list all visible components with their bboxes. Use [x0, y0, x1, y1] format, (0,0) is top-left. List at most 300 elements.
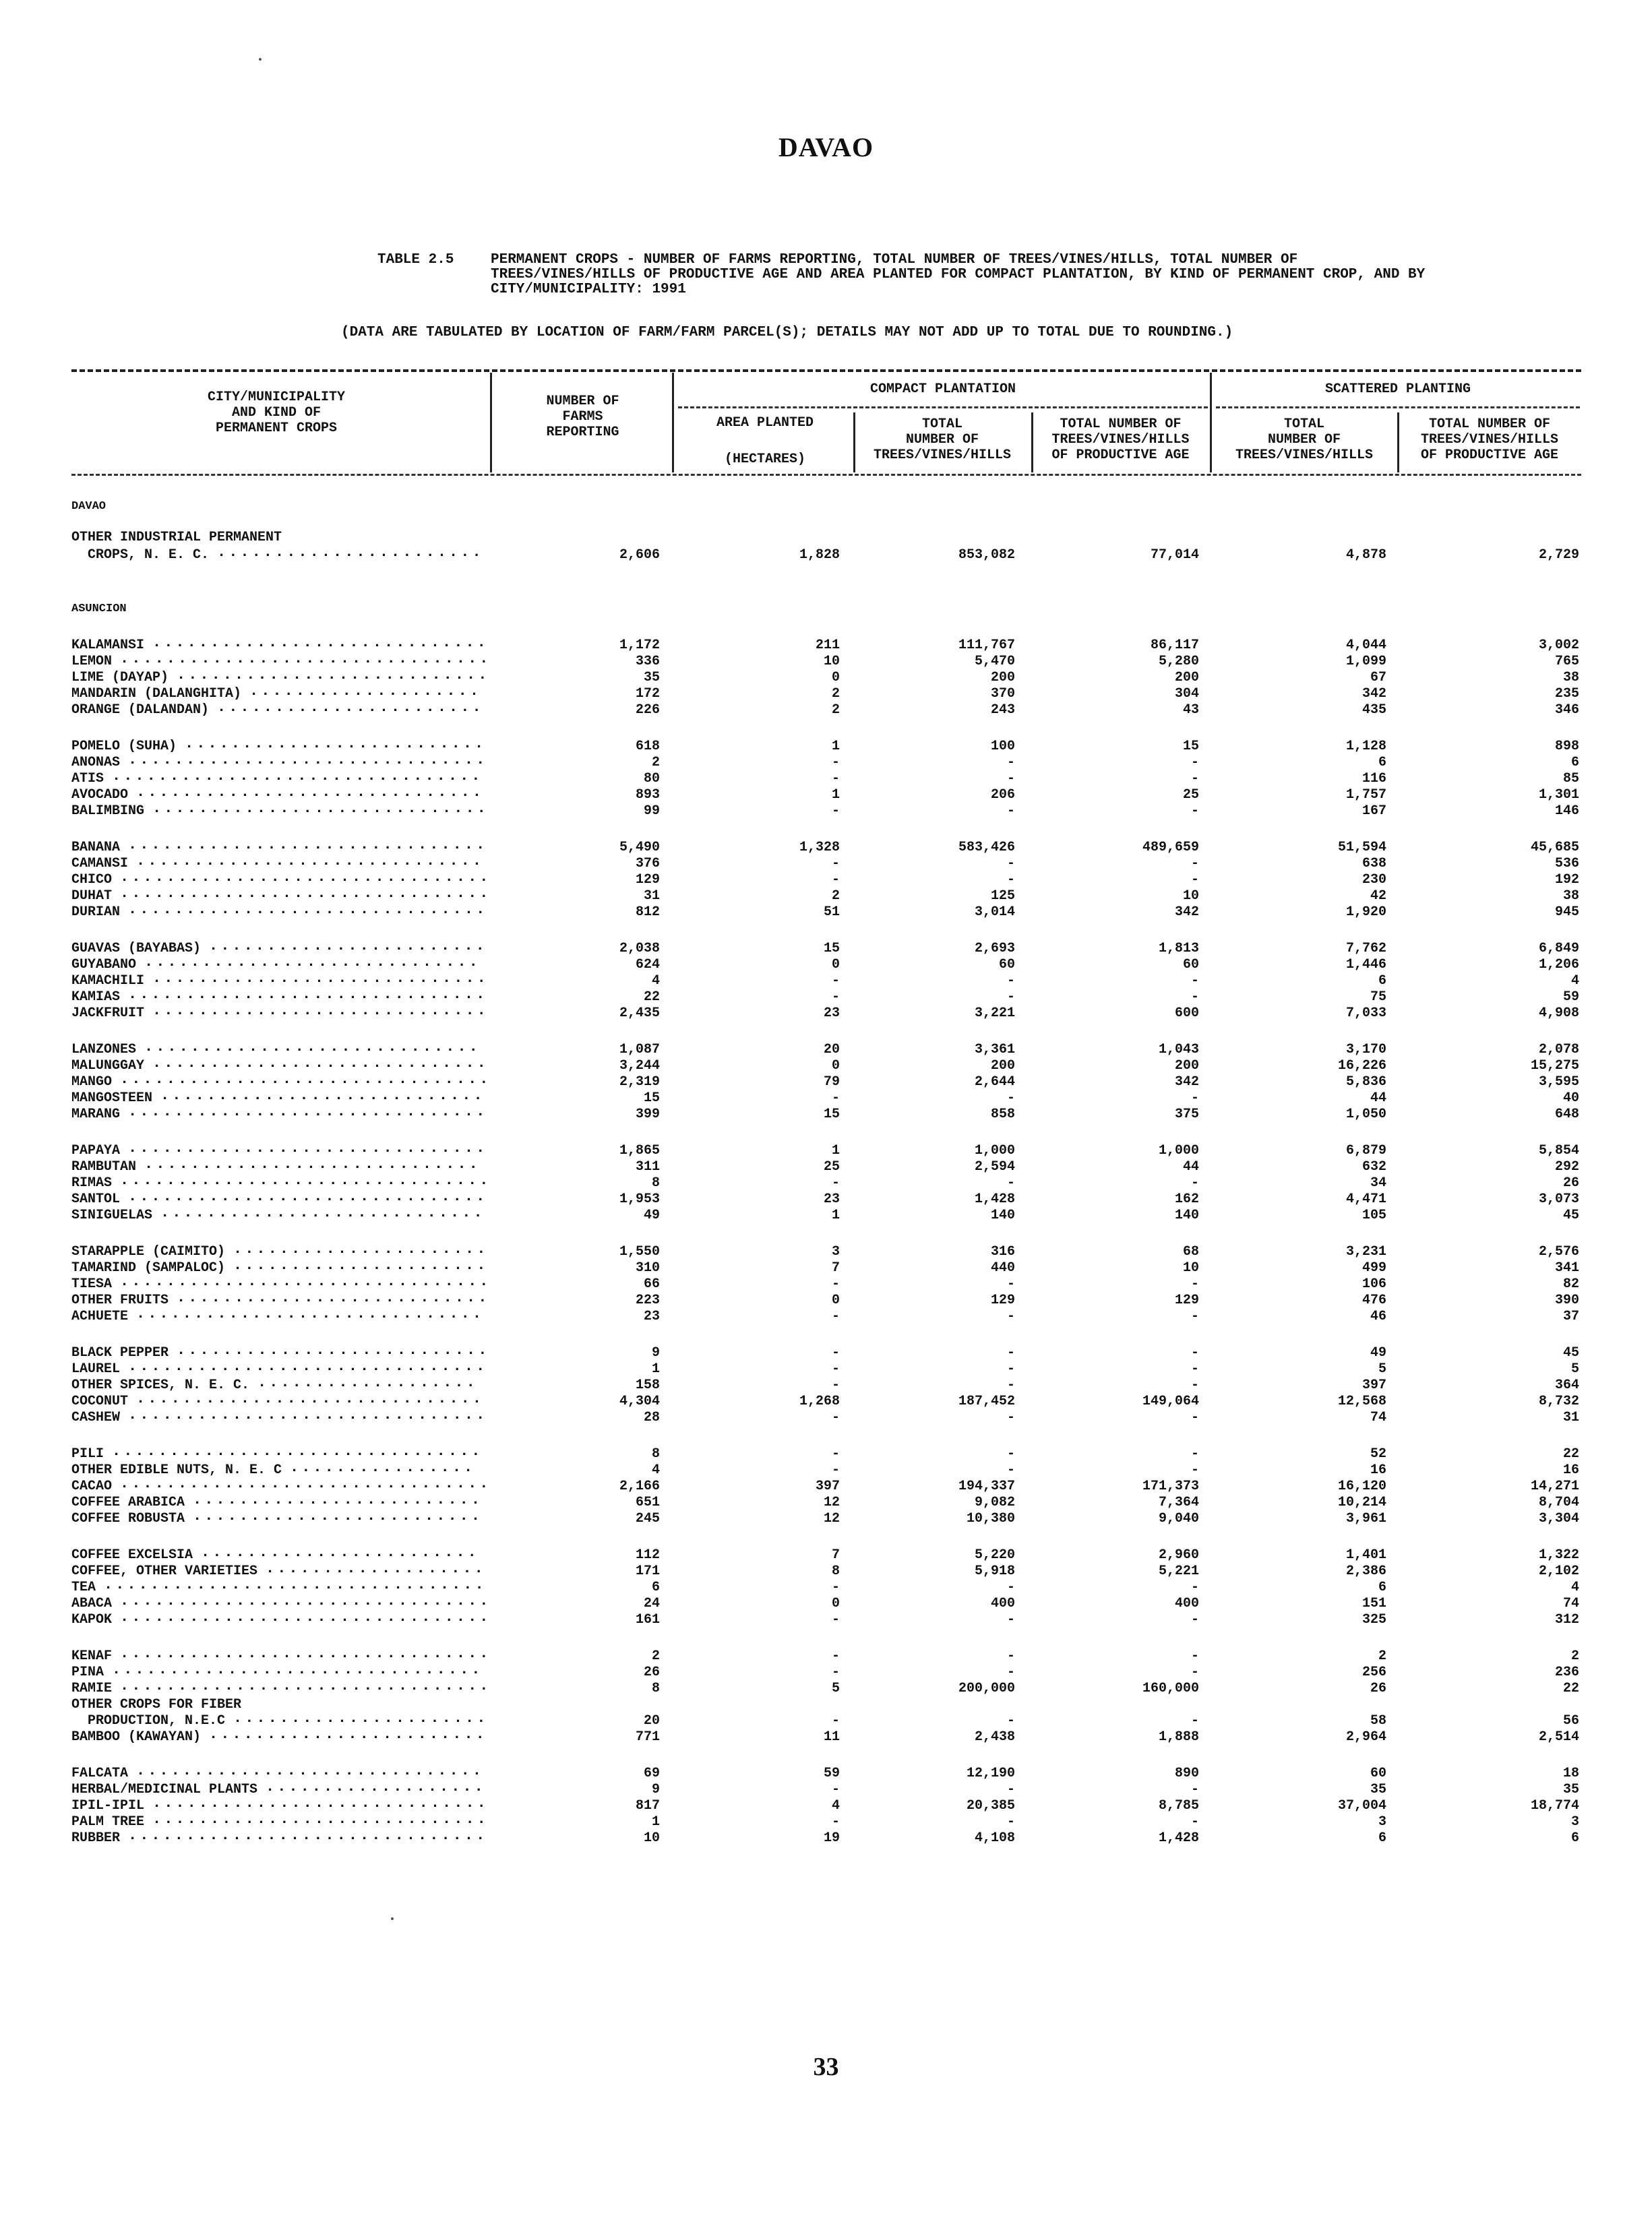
crop-label: KAMIAS [71, 989, 121, 1005]
dot-leader: ................................ [120, 1475, 491, 1492]
crop-label: KALAMANSI [71, 638, 145, 653]
cell-value: 77,014 [1150, 547, 1199, 563]
cell-value: 1,401 [1345, 1547, 1386, 1563]
cell-value: 3,014 [974, 904, 1015, 920]
cell-value: 945 [1554, 904, 1579, 920]
dot-leader: ................................ [112, 1661, 483, 1678]
cell-value: 172 [635, 686, 660, 702]
dot-leader: ............................ [160, 1087, 485, 1104]
cell-value: 10 [1182, 888, 1199, 904]
cell-value: 31 [1562, 1410, 1579, 1425]
cell-value: 5 [1570, 1361, 1579, 1377]
cell-value: 618 [635, 739, 660, 754]
cell-value: 12 [823, 1495, 840, 1510]
cell-value: 235 [1554, 686, 1579, 702]
cell-value: 858 [990, 1107, 1015, 1122]
cell-value: 376 [635, 856, 660, 871]
dot-leader: ................... [257, 1374, 478, 1391]
crop-label: LAUREL [71, 1361, 121, 1377]
cell-value: - [1006, 1309, 1015, 1324]
crop-label: OTHER SPICES, N. E. C. [71, 1378, 250, 1393]
dot-leader: ............................ [160, 1204, 485, 1221]
cell-value: - [1006, 1782, 1015, 1797]
cell-value: 24 [643, 1596, 660, 1611]
cell-value: 42 [1370, 888, 1386, 904]
crop-label: COCONUT [71, 1394, 129, 1409]
cell-value: 1,550 [619, 1244, 660, 1260]
cell-value: - [1190, 755, 1199, 770]
cell-value: 171,373 [1142, 1479, 1199, 1494]
crop-label: AVOCADO [71, 787, 129, 803]
cell-value: 226 [635, 702, 660, 718]
table-row [0, 667, 1652, 685]
cell-value: 28 [643, 1410, 660, 1425]
dot-leader: ......................... [193, 1508, 483, 1524]
cell-value: 15 [1182, 739, 1199, 754]
cell-value: 59 [823, 1766, 840, 1781]
cell-value: 111,767 [958, 638, 1015, 653]
dot-leader: .............................. [136, 784, 485, 801]
cell-value: 0 [831, 670, 840, 685]
cell-value: 499 [1362, 1260, 1386, 1276]
cell-value: 35 [643, 670, 660, 685]
compact-productive-header: TOTAL NUMBER OF TREES/VINES/HILLS OF PRODUCTIVE AGE [1051, 416, 1190, 463]
cell-value: - [1190, 1665, 1199, 1680]
cell-value: 11 [823, 1729, 840, 1745]
cell-value: - [831, 1410, 840, 1425]
cell-value: 2 [831, 888, 840, 904]
cell-value: 245 [635, 1511, 660, 1526]
cell-value: 1,757 [1345, 787, 1386, 803]
cell-value: 346 [1554, 702, 1579, 718]
cell-value: 12 [823, 1511, 840, 1526]
cell-value: 5,220 [974, 1547, 1015, 1563]
cell-value: - [831, 1378, 840, 1393]
cell-value: - [1190, 1446, 1199, 1462]
cell-value: - [831, 1713, 840, 1729]
dot-leader: ...................... [233, 1257, 489, 1274]
crop-label: MANGO [71, 1074, 113, 1090]
cell-value: 12,568 [1337, 1394, 1386, 1409]
cell-value: 200,000 [958, 1681, 1015, 1696]
cell-value: 6 [1378, 1580, 1386, 1595]
cell-value: 25 [1182, 787, 1199, 803]
cell-value: 8,785 [1158, 1798, 1199, 1814]
cell-value: 0 [831, 1058, 840, 1074]
cell-value: 2,438 [974, 1729, 1015, 1745]
cell-value: 15 [823, 1107, 840, 1122]
crop-label: PILI [71, 1446, 104, 1462]
data-note: (DATA ARE TABULATED BY LOCATION OF FARM/FARM PARCEL(S); DETAILS MAY NOT ADD UP TO TOTAL DUE TO ROUNDING.) [341, 325, 1233, 340]
cell-value: - [1190, 856, 1199, 871]
table-row [0, 1103, 1652, 1122]
cell-value: 86,117 [1150, 638, 1199, 653]
cell-value: 34 [1370, 1175, 1386, 1191]
crop-label: PAPAYA [71, 1143, 121, 1159]
cell-value: - [831, 1361, 840, 1377]
crop-label: PRODUCTION, N.E.C [71, 1713, 226, 1729]
dot-leader: ............................. [152, 970, 489, 987]
cell-value: 1 [831, 1143, 840, 1159]
cell-value: 74 [1562, 1596, 1579, 1611]
cell-value: - [831, 803, 840, 819]
cell-value: 60 [1370, 1766, 1386, 1781]
cell-value: 23 [643, 1309, 660, 1324]
section-header-row [0, 500, 1652, 516]
crop-label: KAPOK [71, 1612, 113, 1628]
dot-leader: ............................... [128, 1827, 488, 1844]
table-row [0, 1204, 1652, 1223]
dot-leader: ................................ [120, 1609, 491, 1626]
cell-value: 129 [990, 1293, 1015, 1308]
dot-leader: ........................... [177, 1289, 490, 1306]
cell-value: 3,073 [1538, 1192, 1579, 1207]
cell-value: - [1006, 1361, 1015, 1377]
compact-plantation-header: COMPACT PLANTATION [869, 381, 1016, 397]
cell-value: 1 [831, 1208, 840, 1223]
crop-label: GUYABANO [71, 957, 137, 972]
cell-value: 7,364 [1158, 1495, 1199, 1510]
dot-leader: ............................. [152, 1795, 489, 1812]
cell-value: - [831, 771, 840, 786]
dot-leader: ............................. [144, 954, 481, 970]
cell-value: - [1190, 1276, 1199, 1292]
cell-value: 75 [1370, 989, 1386, 1005]
cell-value: 1,000 [974, 1143, 1015, 1159]
cell-value: 1,000 [1158, 1143, 1199, 1159]
cell-value: 236 [1554, 1665, 1579, 1680]
cell-value: 23 [823, 1192, 840, 1207]
table-row [0, 1508, 1652, 1526]
cell-value: - [1006, 1612, 1015, 1628]
cell-value: 243 [990, 702, 1015, 718]
cell-value: 4 [831, 1798, 840, 1814]
crop-label: LIME (DAYAP) [71, 670, 169, 685]
cell-value: - [1190, 1814, 1199, 1830]
cell-value: 56 [1562, 1713, 1579, 1729]
cell-value: - [1190, 989, 1199, 1005]
cell-value: 3,244 [619, 1058, 660, 1074]
cell-value: 304 [1174, 686, 1199, 702]
cell-value: 476 [1362, 1293, 1386, 1308]
crop-label: JACKFRUIT [71, 1006, 145, 1021]
cell-value: 1,328 [799, 840, 840, 855]
scan-speck [391, 1917, 394, 1920]
cell-value: 3,595 [1538, 1074, 1579, 1090]
cell-value: 812 [635, 904, 660, 920]
dot-leader: ...................... [233, 1241, 489, 1258]
cell-value: 399 [635, 1107, 660, 1122]
cell-value: 8,704 [1538, 1495, 1579, 1510]
cell-value: - [1006, 771, 1015, 786]
crop-label: RAMBUTAN [71, 1159, 137, 1175]
cell-value: 106 [1362, 1276, 1386, 1292]
dot-leader: .............................. [136, 853, 485, 869]
cell-value: - [831, 872, 840, 888]
cell-value: 2 [1378, 1648, 1386, 1664]
cell-value: 310 [635, 1260, 660, 1276]
cell-value: 66 [643, 1276, 660, 1292]
cell-value: 440 [990, 1260, 1015, 1276]
cell-value: 3 [1378, 1814, 1386, 1830]
cell-value: 648 [1554, 1107, 1579, 1122]
cell-value: - [1190, 1462, 1199, 1478]
cell-value: 3,961 [1345, 1511, 1386, 1526]
table-row [0, 1358, 1652, 1377]
cell-value: 2,386 [1345, 1564, 1386, 1579]
cell-value: 2 [831, 702, 840, 718]
dot-leader: ................................ [112, 1443, 483, 1460]
dot-leader: ................................ [120, 1273, 491, 1290]
cell-value: 2,576 [1538, 1244, 1579, 1260]
cell-value: 2,964 [1345, 1729, 1386, 1745]
cell-value: 194,337 [958, 1479, 1015, 1494]
crop-label: TIESA [71, 1276, 113, 1292]
cell-value: - [1006, 973, 1015, 989]
cell-value: 149,064 [1142, 1394, 1199, 1409]
dot-leader: .......................... [185, 735, 487, 752]
cell-value: - [831, 1648, 840, 1664]
cell-value: 6,849 [1538, 941, 1579, 956]
cell-value: 4 [1570, 973, 1579, 989]
table-row [0, 1762, 1652, 1781]
cell-value: 10,214 [1337, 1495, 1386, 1510]
cell-value: - [831, 973, 840, 989]
cell-value: 38 [1562, 670, 1579, 685]
cell-value: 162 [1174, 1192, 1199, 1207]
cell-value: 336 [635, 654, 660, 669]
cell-value: 161 [635, 1612, 660, 1628]
cell-value: 1,099 [1345, 654, 1386, 669]
cell-value: 2,078 [1538, 1042, 1579, 1057]
cell-value: 6 [1378, 1830, 1386, 1846]
dot-leader: ................... [266, 1779, 486, 1795]
crop-label: OTHER EDIBLE NUTS, N. E. C [71, 1462, 282, 1478]
cell-value: 256 [1362, 1665, 1386, 1680]
cell-value: 342 [1174, 904, 1199, 920]
cell-value: 1,301 [1538, 787, 1579, 803]
cell-value: 3,361 [974, 1042, 1015, 1057]
cell-value: 8 [651, 1175, 660, 1191]
cell-value: 4,878 [1345, 547, 1386, 563]
dot-leader: ................................ [120, 1172, 491, 1189]
cell-value: 1,206 [1538, 957, 1579, 972]
cell-value: 79 [823, 1074, 840, 1090]
cell-value: 1,172 [619, 638, 660, 653]
cell-value: 1,865 [619, 1143, 660, 1159]
crop-label: OTHER FRUITS [71, 1293, 169, 1308]
cell-value: 3,002 [1538, 638, 1579, 653]
dot-leader: ................................ [120, 869, 491, 886]
cell-value: 397 [815, 1479, 840, 1494]
cell-value: 60 [998, 957, 1015, 972]
cell-value: 1,813 [1158, 941, 1199, 956]
cell-value: 342 [1362, 686, 1386, 702]
cell-value: 2 [651, 1648, 660, 1664]
municipality-label: ASUNCION [71, 603, 127, 615]
crop-label: ORANGE (DALANDAN) [71, 702, 210, 718]
cell-value: 82 [1562, 1276, 1579, 1292]
crop-label: LEMON [71, 654, 113, 669]
cell-value: 20 [643, 1713, 660, 1729]
crop-label: ABACA [71, 1596, 113, 1611]
cell-value: - [1190, 973, 1199, 989]
cell-value: 2,644 [974, 1074, 1015, 1090]
cell-value: 8,732 [1538, 1394, 1579, 1409]
page-number: 33 [813, 2053, 839, 2081]
table-row [0, 800, 1652, 819]
cell-value: 2,166 [619, 1479, 660, 1494]
cell-value: 5,221 [1158, 1564, 1199, 1579]
crop-label: LANZONES [71, 1042, 137, 1057]
dot-leader: ............................. [152, 800, 489, 817]
dot-leader: ............................... [128, 1103, 488, 1120]
cell-value: - [831, 1175, 840, 1191]
cell-value: - [1190, 803, 1199, 819]
cell-value: 4,108 [974, 1830, 1015, 1846]
crop-label: CASHEW [71, 1410, 121, 1425]
cell-value: - [1006, 1713, 1015, 1729]
cell-value: 624 [635, 957, 660, 972]
cell-value: - [1006, 856, 1015, 871]
cell-value: - [1190, 1410, 1199, 1425]
cell-value: 52 [1370, 1446, 1386, 1462]
cell-value: 435 [1362, 702, 1386, 718]
cell-value: 2,435 [619, 1006, 660, 1021]
crop-label: MALUNGGAY [71, 1058, 145, 1074]
scattered-total-trees-header: TOTAL NUMBER OF TREES/VINES/HILLS [1235, 416, 1374, 463]
dot-leader: ................................ [120, 1071, 491, 1088]
cell-value: - [831, 1665, 840, 1680]
cell-value: 40 [1562, 1090, 1579, 1106]
dot-leader: ................... [266, 1560, 486, 1577]
cell-value: - [831, 989, 840, 1005]
table-row [0, 901, 1652, 920]
dot-leader: ............................... [128, 1358, 488, 1375]
cell-value: 341 [1554, 1260, 1579, 1276]
cell-value: - [831, 1814, 840, 1830]
cell-value: 51 [823, 904, 840, 920]
cell-value: 5,280 [1158, 654, 1199, 669]
crop-label: POMELO (SUHA) [71, 739, 177, 754]
dot-leader: ............................. [152, 1002, 489, 1019]
cell-value: - [1006, 1345, 1015, 1361]
cell-value: - [1190, 1612, 1199, 1628]
cell-value: 1,128 [1345, 739, 1386, 754]
crop-label: COFFEE EXCELSIA [71, 1547, 193, 1563]
cell-value: 9 [651, 1345, 660, 1361]
cell-value: - [831, 1580, 840, 1595]
crop-label: TEA [71, 1580, 96, 1595]
cell-value: 1 [831, 787, 840, 803]
crop-label: COFFEE ARABICA [71, 1495, 185, 1510]
crop-label: BAMBOO (KAWAYAN) [71, 1729, 202, 1745]
crop-label: CAMANSI [71, 856, 129, 871]
cell-value: - [1190, 1175, 1199, 1191]
cell-value: 1,920 [1345, 904, 1386, 920]
cell-value: - [831, 1782, 840, 1797]
cell-value: 16,120 [1337, 1479, 1386, 1494]
cell-value: - [1006, 989, 1015, 1005]
cell-value: 58 [1370, 1713, 1386, 1729]
cell-value: 1,050 [1345, 1107, 1386, 1122]
dot-leader: ................................ [120, 1645, 491, 1662]
cell-value: 771 [635, 1729, 660, 1745]
cell-value: 2,102 [1538, 1564, 1579, 1579]
cell-value: 10 [643, 1830, 660, 1846]
cell-value: 80 [643, 771, 660, 786]
dot-leader: ....................... [217, 544, 484, 561]
dot-leader: ................ [290, 1459, 476, 1476]
cell-value: 4,908 [1538, 1006, 1579, 1021]
crop-label: SINIGUELAS [71, 1208, 153, 1223]
dot-leader: ............................... [128, 986, 488, 1003]
crop-label: SANTOL [71, 1192, 121, 1207]
cell-value: 2,038 [619, 941, 660, 956]
dot-leader: ................................ [120, 885, 491, 902]
crop-label: CACAO [71, 1479, 113, 1494]
table-row [0, 1305, 1652, 1324]
cell-value: 5 [831, 1681, 840, 1696]
cell-value: 4,471 [1345, 1192, 1386, 1207]
cell-value: 68 [1182, 1244, 1199, 1260]
dot-leader: ............................. [144, 1039, 481, 1055]
cell-value: 37 [1562, 1309, 1579, 1324]
cell-value: 1,828 [799, 547, 840, 563]
cell-value: 43 [1182, 702, 1199, 718]
cell-value: 10,380 [966, 1511, 1015, 1526]
cell-value: 35 [1370, 1782, 1386, 1797]
cell-value: 9,040 [1158, 1511, 1199, 1526]
cell-value: 9 [651, 1782, 660, 1797]
cell-value: - [831, 1276, 840, 1292]
farms-reporting-header: NUMBER OF FARMS REPORTING [546, 394, 619, 440]
crop-label: CROPS, N. E. C. [71, 547, 210, 563]
cell-value: - [1006, 1665, 1015, 1680]
page-title: DAVAO [778, 132, 874, 162]
dot-leader: ............................... [128, 836, 488, 853]
crop-label: PINA [71, 1665, 104, 1680]
cell-value: - [831, 856, 840, 871]
cell-value: 1,428 [974, 1192, 1015, 1207]
cell-value: 20 [823, 1042, 840, 1057]
crop-label: IPIL-IPIL [71, 1798, 145, 1814]
cell-value: 2,514 [1538, 1729, 1579, 1745]
table-row [0, 1407, 1652, 1425]
cell-value: 16 [1562, 1462, 1579, 1478]
table-row [0, 1726, 1652, 1745]
cell-value: 49 [643, 1208, 660, 1223]
crop-label: MANGOSTEEN [71, 1090, 153, 1106]
cell-value: 3,170 [1345, 1042, 1386, 1057]
cell-value: 1 [831, 739, 840, 754]
cell-value: - [831, 1612, 840, 1628]
cell-value: 4,304 [619, 1394, 660, 1409]
cell-value: 1,268 [799, 1394, 840, 1409]
cell-value: 311 [635, 1159, 660, 1175]
crop-label: ATIS [71, 771, 104, 786]
cell-value: 19 [823, 1830, 840, 1846]
crop-label: PALM TREE [71, 1814, 145, 1830]
cell-value: 5,470 [974, 654, 1015, 669]
cell-value: 22 [643, 989, 660, 1005]
cell-value: 890 [1174, 1766, 1199, 1781]
cell-value: 1,043 [1158, 1042, 1199, 1057]
crop-label: KAMACHILI [71, 973, 145, 989]
crop-label: TAMARIND (SAMPALOC) [71, 1260, 226, 1276]
cell-value: - [1006, 1090, 1015, 1106]
cell-value: 18,774 [1530, 1798, 1579, 1814]
